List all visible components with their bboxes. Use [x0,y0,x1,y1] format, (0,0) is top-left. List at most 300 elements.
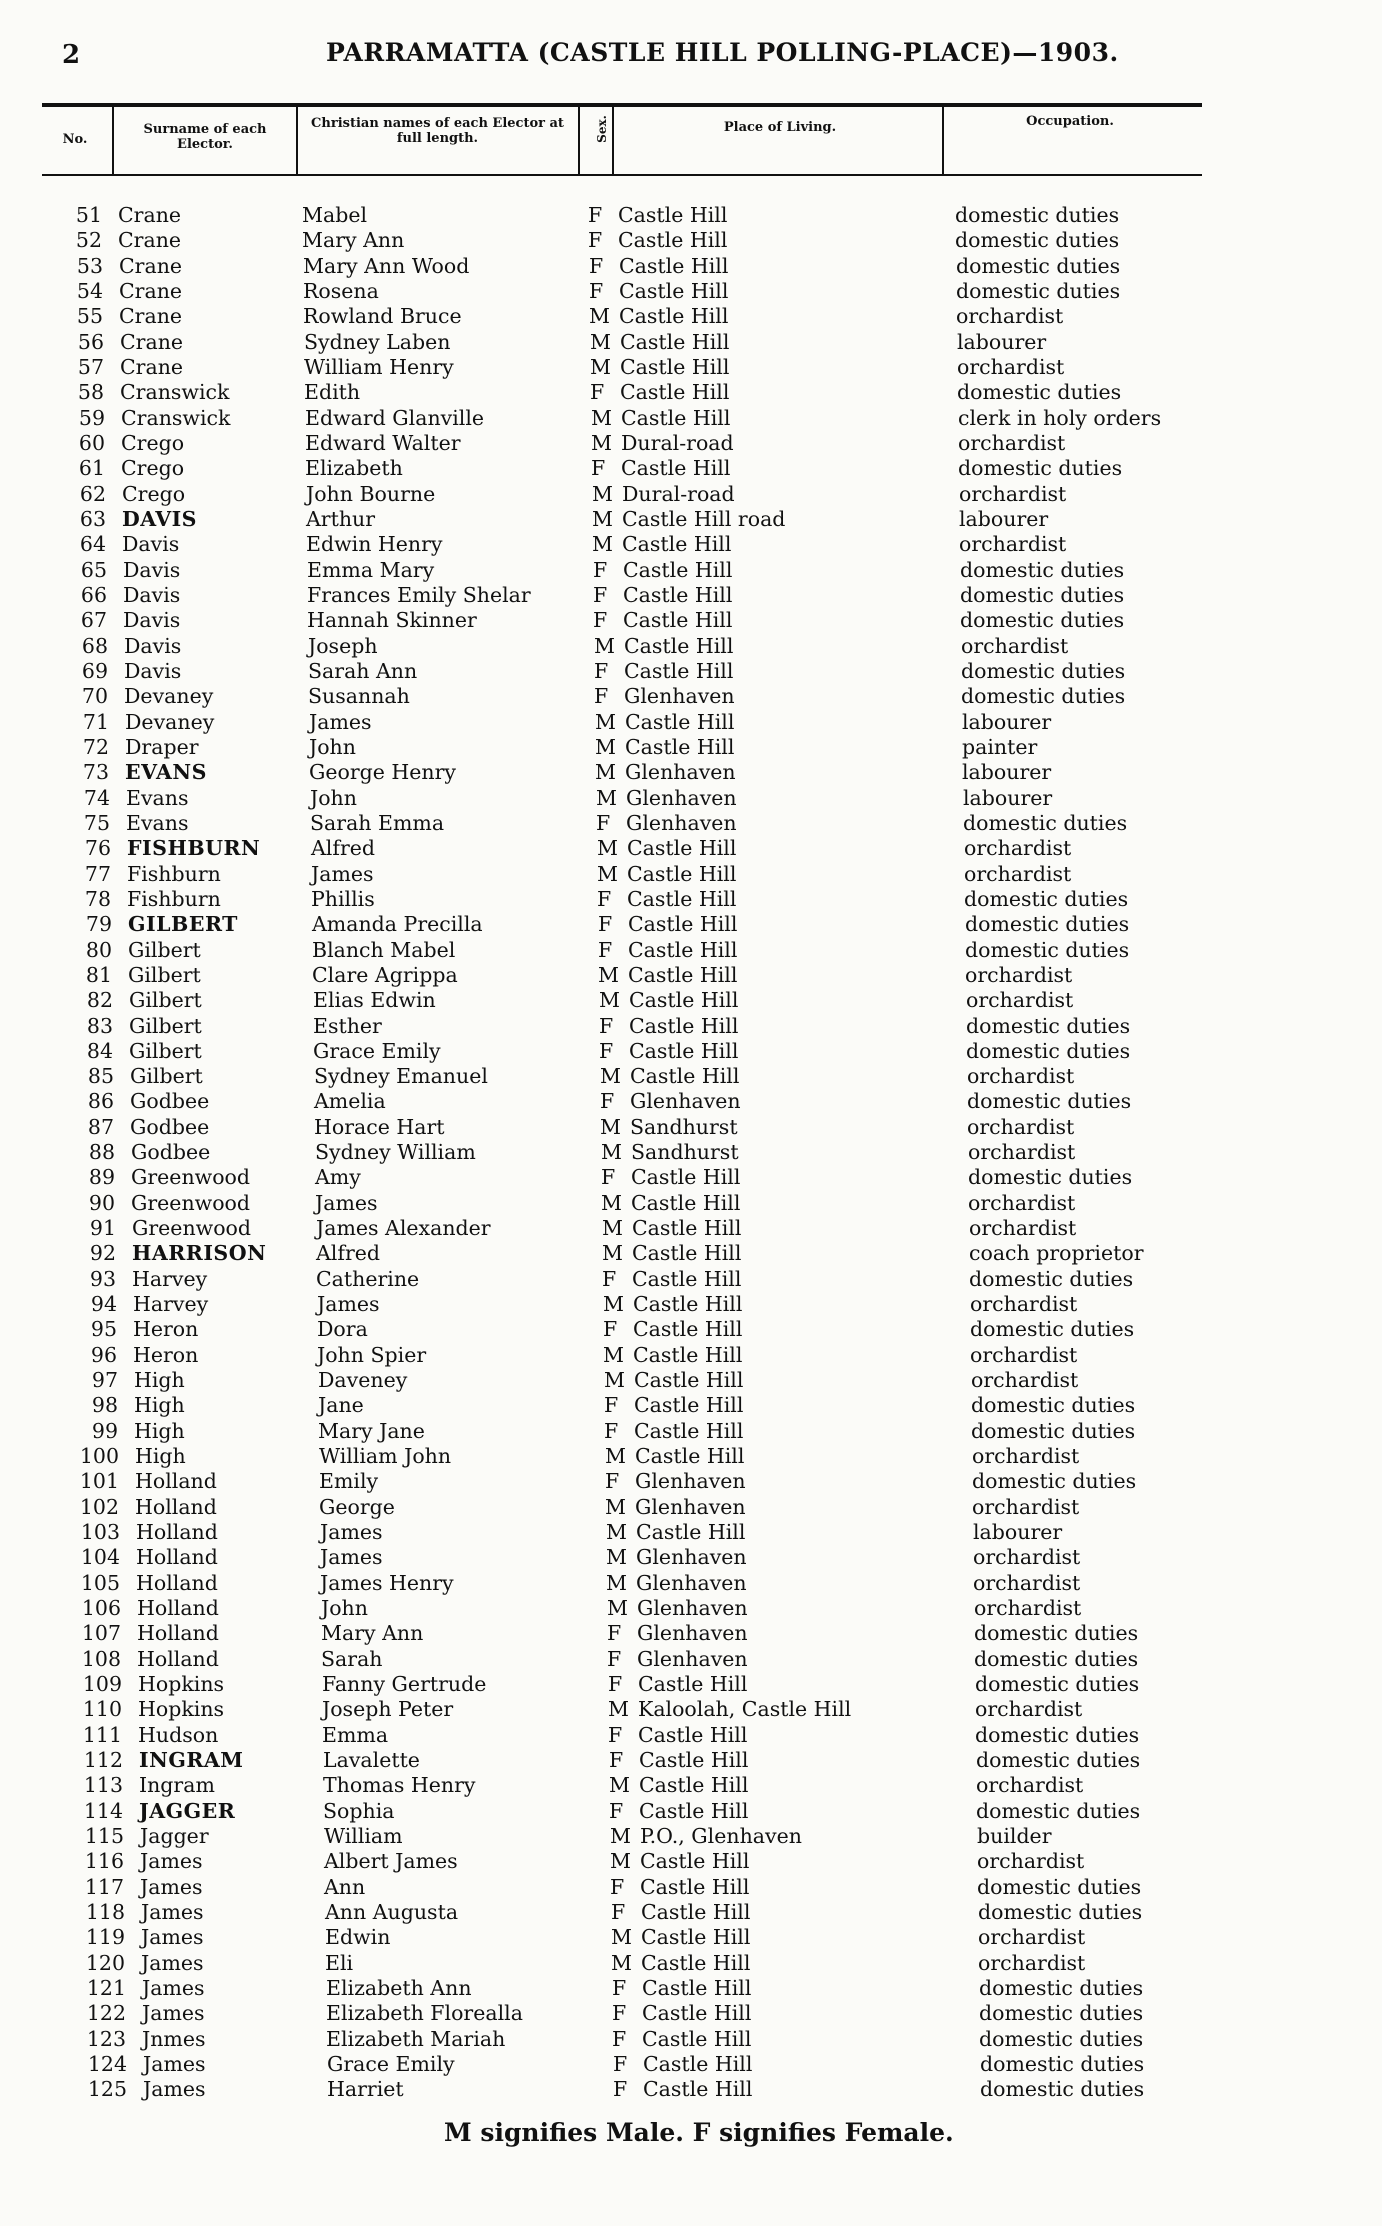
elector-occupation: labourer [963,785,1053,810]
elector-occupation: orchardist [956,304,1064,329]
elector-place: Glenhaven [635,1469,746,1494]
elector-number: 112 [83,1748,123,1773]
elector-place: Castle Hill [630,1064,740,1089]
table-row [0,836,1382,861]
elector-christian-names: James [309,709,372,734]
elector-sex: M [590,329,611,354]
elector-number: 110 [82,1697,122,1722]
elector-christian-names: Lavalette [323,1748,420,1773]
table-row [0,1089,1382,1114]
elector-surname: Crane [119,304,183,329]
elector-place: Dural-road [621,430,734,455]
elector-sex: M [590,354,611,379]
elector-christian-names: James [317,1292,380,1317]
table-row [0,1469,1382,1494]
elector-christian-names: William Henry [304,354,454,379]
elector-christian-names: Clare Agrippa [312,962,458,987]
table-row [0,1520,1382,1545]
elector-number: 75 [83,810,110,835]
elector-place: Castle Hill [632,1266,742,1291]
elector-sex: M [605,1444,626,1469]
elector-number: 81 [85,962,112,987]
elector-christian-names: Edward Glanville [305,405,485,430]
elector-sex: F [602,1266,617,1291]
table-row [0,735,1382,760]
elector-sex: M [599,988,620,1013]
elector-surname: Greenwood [131,1165,250,1190]
elector-surname: Godbee [130,1114,210,1139]
elector-number: 122 [86,2001,126,2026]
elector-number: 69 [81,658,108,683]
elector-christian-names: Mabel [302,203,368,227]
elector-sex: F [594,684,609,709]
column-divider [578,106,580,174]
elector-place: Castle Hill [634,1368,744,1393]
elector-christian-names: Susannah [308,684,410,709]
elector-sex: F [612,2026,627,2051]
elector-sex: M [596,785,617,810]
table-row [0,1596,1382,1621]
elector-christian-names: Elizabeth Ann [326,1975,472,2000]
elector-place: Castle Hill [643,2077,753,2102]
header-bottom-rule [42,174,1202,176]
elector-christian-names: James [320,1545,383,1570]
elector-surname: Davis [124,658,182,683]
table-row [0,1849,1382,1874]
elector-sex: F [593,582,608,607]
table-row [0,1824,1382,1849]
elector-sex: M [594,633,615,658]
elector-occupation: domestic duties [961,684,1126,709]
elector-surname: JAGGER [139,1798,236,1823]
table-row [0,380,1382,405]
elector-christian-names: Sarah [321,1646,383,1671]
elector-occupation: orchardist [975,1697,1083,1722]
elector-occupation: orchardist [978,1950,1086,1975]
elector-occupation: orchardist [959,532,1067,557]
elector-place: Castle Hill [624,633,734,658]
elector-christian-names: Catherine [316,1266,420,1291]
elector-sex: M [597,836,618,861]
elector-number: 105 [80,1570,120,1595]
table-row [0,1571,1382,1596]
elector-number: 58 [77,380,104,405]
elector-place: Glenhaven [636,1570,747,1595]
elector-place: Castle Hill [629,1038,739,1063]
elector-sex: M [609,1773,630,1798]
page-title: PARRAMATTA (CASTLE HILL POLLING-PLACE)—1903. [326,38,1119,67]
elector-surname: Draper [125,734,199,759]
elector-number: 77 [84,861,111,886]
table-row [0,684,1382,709]
elector-surname: Godbee [130,1089,210,1114]
elector-place: Castle Hill [623,608,733,633]
elector-number: 78 [84,886,111,911]
elector-sex: M [598,962,619,987]
elector-surname: Evans [126,810,189,835]
elector-sex: F [600,1089,615,1114]
table-row [0,532,1382,557]
elector-surname: Cranswick [120,380,230,405]
elector-number: 94 [90,1292,117,1317]
elector-number: 83 [86,1013,113,1038]
elector-sex: F [593,608,608,633]
elector-number: 121 [86,1975,126,2000]
elector-sex: F [599,1038,614,1063]
elector-occupation: orchardist [978,1925,1086,1950]
elector-occupation: orchardist [967,1064,1075,1089]
elector-christian-names: Albert James [324,1849,458,1874]
table-row [0,1976,1382,2001]
elector-number: 64 [79,532,106,557]
elector-number: 79 [85,912,112,937]
table-row [0,1545,1382,1570]
elector-christian-names: Blanch Mabel [312,937,456,962]
elector-christian-names: Elizabeth Florealla [326,2001,523,2026]
elector-number: 96 [90,1342,117,1367]
elector-christian-names: Eli [325,1950,354,1975]
elector-surname: Greenwood [131,1190,250,1215]
elector-place: Castle Hill [624,658,734,683]
table-row [0,1292,1382,1317]
elector-christian-names: Elias Edwin [313,988,436,1013]
elector-christian-names: Joseph Peter [322,1697,454,1722]
elector-sex: F [604,1393,619,1418]
elector-sex: F [608,1672,623,1697]
elector-number: 53 [76,253,103,278]
elector-christian-names: Emma Mary [307,557,435,582]
elector-place: Castle Hill [628,962,738,987]
header-occupation: Occupation. [1026,114,1114,129]
elector-number: 90 [88,1190,115,1215]
elector-surname: HARRISON [132,1241,267,1266]
header-no: No. [62,132,88,147]
elector-number: 54 [76,278,103,303]
elector-occupation: domestic duties [968,1165,1133,1190]
elector-surname: GILBERT [128,912,238,937]
table-row [0,862,1382,887]
elector-occupation: domestic duties [955,203,1120,227]
elector-number: 85 [87,1064,114,1089]
elector-surname: Gilbert [129,1038,202,1063]
elector-place: Castle Hill [619,278,729,303]
elector-christian-names: James [311,861,374,886]
elector-surname: Holland [135,1494,217,1519]
elector-christian-names: Grace Emily [313,1038,441,1063]
elector-occupation: domestic duties [960,557,1125,582]
elector-surname: Gilbert [129,1013,202,1038]
elector-surname: Fishburn [127,861,221,886]
table-row [0,988,1382,1013]
elector-place: Castle Hill [620,354,730,379]
elector-occupation: orchardist [964,861,1072,886]
elector-christian-names: Sophia [323,1798,395,1823]
table-row [0,1621,1382,1646]
elector-christian-names: Mary Ann [321,1621,424,1646]
elector-sex: M [602,1216,623,1241]
elector-place: Kaloolah, Castle Hill [638,1697,852,1722]
elector-place: Castle Hill [629,1013,739,1038]
elector-sex: F [609,1748,624,1773]
elector-christian-names: Arthur [306,506,376,531]
elector-occupation: domestic duties [978,1899,1143,1924]
elector-number: 76 [84,836,111,861]
elector-occupation: domestic duties [965,937,1130,962]
table-row [0,1419,1382,1444]
elector-surname: Hopkins [138,1672,225,1697]
elector-sex: F [596,810,611,835]
header-surname: Surname of each Elector. [143,122,267,152]
table-row [0,1039,1382,1064]
elector-surname: Gilbert [128,962,201,987]
elector-christian-names: Amelia [314,1089,386,1114]
elector-christian-names: Esther [313,1013,382,1038]
elector-number: 106 [81,1596,121,1621]
elector-sex: M [607,1596,628,1621]
elector-christian-names: William John [319,1444,452,1469]
elector-occupation: labourer [973,1520,1063,1545]
elector-place: Castle Hill [621,405,731,430]
elector-sex: M [595,760,616,785]
elector-surname: James [140,1849,203,1874]
elector-number: 60 [78,430,105,455]
elector-sex: M [589,304,610,329]
elector-surname: Heron [133,1317,199,1342]
elector-place: Castle Hill [619,304,729,329]
elector-christian-names: Sydney William [315,1140,476,1165]
elector-surname: Davis [123,582,181,607]
table-row [0,786,1382,811]
elector-occupation: domestic duties [979,2001,1144,2026]
elector-number: 108 [81,1646,121,1671]
table-row [0,963,1382,988]
elector-sex: F [598,912,613,937]
elector-christian-names: Ann Augusta [325,1899,459,1924]
elector-surname: Crane [118,228,182,253]
table-row [0,1444,1382,1469]
elector-number: 51 [75,203,102,227]
elector-surname: Holland [136,1570,218,1595]
elector-sex: M [592,481,613,506]
elector-number: 80 [85,937,112,962]
elector-surname: Evans [126,785,189,810]
table-row [0,811,1382,836]
elector-occupation: orchardist [972,1494,1080,1519]
table-row [0,1216,1382,1241]
elector-place: Castle Hill [621,456,731,481]
elector-surname: Devaney [125,709,215,734]
elector-occupation: clerk in holy orders [958,405,1162,430]
elector-christian-names: Grace Emily [327,2051,455,2076]
elector-surname: Crego [121,430,185,455]
elector-sex: F [608,1722,623,1747]
table-row [0,608,1382,633]
elector-occupation: domestic duties [960,608,1125,633]
elector-occupation: labourer [962,709,1052,734]
elector-place: Glenhaven [637,1596,748,1621]
elector-place: Castle Hill [633,1292,743,1317]
elector-place: Castle Hill [634,1418,744,1443]
elector-christian-names: Amy [315,1165,361,1190]
elector-number: 120 [85,1950,125,1975]
elector-surname: Crane [120,329,184,354]
elector-christian-names: Sydney Laben [304,329,451,354]
elector-surname: Crane [119,278,183,303]
elector-place: Sandhurst [631,1140,739,1165]
table-row [0,2001,1382,2026]
elector-surname: James [142,1975,205,2000]
elector-occupation: domestic duties [974,1621,1139,1646]
elector-christian-names: Edwin [325,1925,391,1950]
table-row [0,760,1382,785]
elector-christian-names: Fanny Gertrude [322,1672,487,1697]
elector-occupation: domestic duties [975,1672,1140,1697]
elector-occupation: domestic duties [960,582,1125,607]
elector-surname: Crane [118,203,182,227]
elector-number: 92 [89,1241,116,1266]
elector-christian-names: Jane [318,1393,364,1418]
elector-christian-names: Harriet [327,2077,404,2102]
table-row [0,1165,1382,1190]
elector-number: 52 [75,228,102,253]
header-place: Place of Living. [723,120,837,135]
elector-occupation: labourer [959,506,1049,531]
elector-christian-names: Hannah Skinner [307,608,477,633]
elector-sex: F [609,1798,624,1823]
elector-christian-names: Dora [317,1317,368,1342]
elector-surname: DAVIS [122,506,197,531]
elector-christian-names: Mary Jane [318,1418,425,1443]
elector-occupation: domestic duties [969,1266,1134,1291]
elector-sex: M [600,1064,621,1089]
table-row [0,1748,1382,1773]
elector-christian-names: Amanda Precilla [312,912,483,937]
elector-place: Glenhaven [637,1646,748,1671]
elector-occupation: painter [962,734,1038,759]
table-row [0,330,1382,355]
elector-number: 117 [84,1874,124,1899]
elector-christian-names: James Alexander [316,1216,491,1241]
elector-place: Castle Hill [618,203,728,227]
elector-sex: F [613,2051,628,2076]
elector-sex: F [601,1165,616,1190]
elector-sex: M [601,1190,622,1215]
elector-surname: Godbee [131,1140,211,1165]
elector-occupation: orchardist [970,1342,1078,1367]
elector-place: Castle Hill [632,1216,742,1241]
elector-occupation: domestic duties [963,810,1128,835]
table-row [0,1393,1382,1418]
elector-occupation: orchardist [957,354,1065,379]
elector-place: Glenhaven [626,810,737,835]
elector-christian-names: Horace Hart [314,1114,445,1139]
elector-surname: Harvey [133,1292,209,1317]
elector-number: 116 [84,1849,124,1874]
table-row [0,938,1382,963]
elector-occupation: domestic duties [964,886,1129,911]
table-row [0,406,1382,431]
elector-sex: M [602,1241,623,1266]
elector-sex: M [600,1114,621,1139]
elector-surname: Davis [124,633,182,658]
table-row [0,1951,1382,1976]
elector-number: 97 [91,1368,118,1393]
elector-place: Castle Hill [639,1798,749,1823]
elector-place: Castle Hill [641,1925,751,1950]
elector-occupation: orchardist [970,1292,1078,1317]
elector-sex: M [595,709,616,734]
elector-place: Glenhaven [625,760,736,785]
elector-christian-names: Mary Ann [302,228,405,253]
elector-place: Castle Hill [628,912,738,937]
elector-occupation: orchardist [959,481,1067,506]
elector-sex: M [605,1494,626,1519]
elector-occupation: domestic duties [974,1646,1139,1671]
elector-number: 114 [83,1798,123,1823]
elector-number: 107 [81,1621,121,1646]
column-divider [296,106,298,174]
table-row [0,1723,1382,1748]
elector-occupation: domestic duties [958,456,1123,481]
table-row [0,1773,1382,1798]
elector-surname: Devaney [124,684,214,709]
elector-place: Castle Hill [620,380,730,405]
elector-place: Castle Hill [640,1874,750,1899]
elector-occupation: domestic duties [976,1798,1141,1823]
elector-surname: Jnmes [142,2026,206,2051]
table-row [0,1672,1382,1697]
elector-occupation: orchardist [971,1368,1079,1393]
elector-christian-names: John [310,785,357,810]
elector-number: 72 [82,734,109,759]
elector-sex: M [595,734,616,759]
elector-number: 65 [80,557,107,582]
table-row [0,482,1382,507]
elector-surname: James [141,1925,204,1950]
elector-sex: M [606,1520,627,1545]
elector-sex: F [611,1899,626,1924]
column-divider [942,106,944,174]
elector-place: Castle Hill [638,1722,748,1747]
elector-number: 95 [90,1317,117,1342]
elector-place: Glenhaven [637,1621,748,1646]
elector-occupation: domestic duties [971,1393,1136,1418]
elector-surname: James [143,2077,206,2102]
elector-place: Glenhaven [630,1089,741,1114]
elector-occupation: domestic duties [980,2077,1145,2102]
elector-number: 68 [81,633,108,658]
elector-occupation: labourer [962,760,1052,785]
elector-christian-names: John Bourne [306,481,436,506]
table-row [0,1115,1382,1140]
elector-surname: Crane [120,354,184,379]
elector-sex: F [605,1469,620,1494]
elector-christian-names: Mary Ann Wood [303,253,470,278]
elector-number: 73 [82,760,109,785]
elector-surname: Gilbert [130,1064,203,1089]
elector-christian-names: James [315,1190,378,1215]
header-top-rule [42,103,1202,107]
elector-surname: High [135,1444,186,1469]
elector-christian-names: Sarah Emma [310,810,445,835]
elector-place: Castle Hill [639,1748,749,1773]
elector-sex: M [591,430,612,455]
elector-christian-names: James Henry [320,1570,454,1595]
elector-place: Castle Hill [636,1520,746,1545]
elector-place: Castle Hill [639,1773,749,1798]
table-row [0,2052,1382,2077]
elector-sex: M [597,861,618,886]
